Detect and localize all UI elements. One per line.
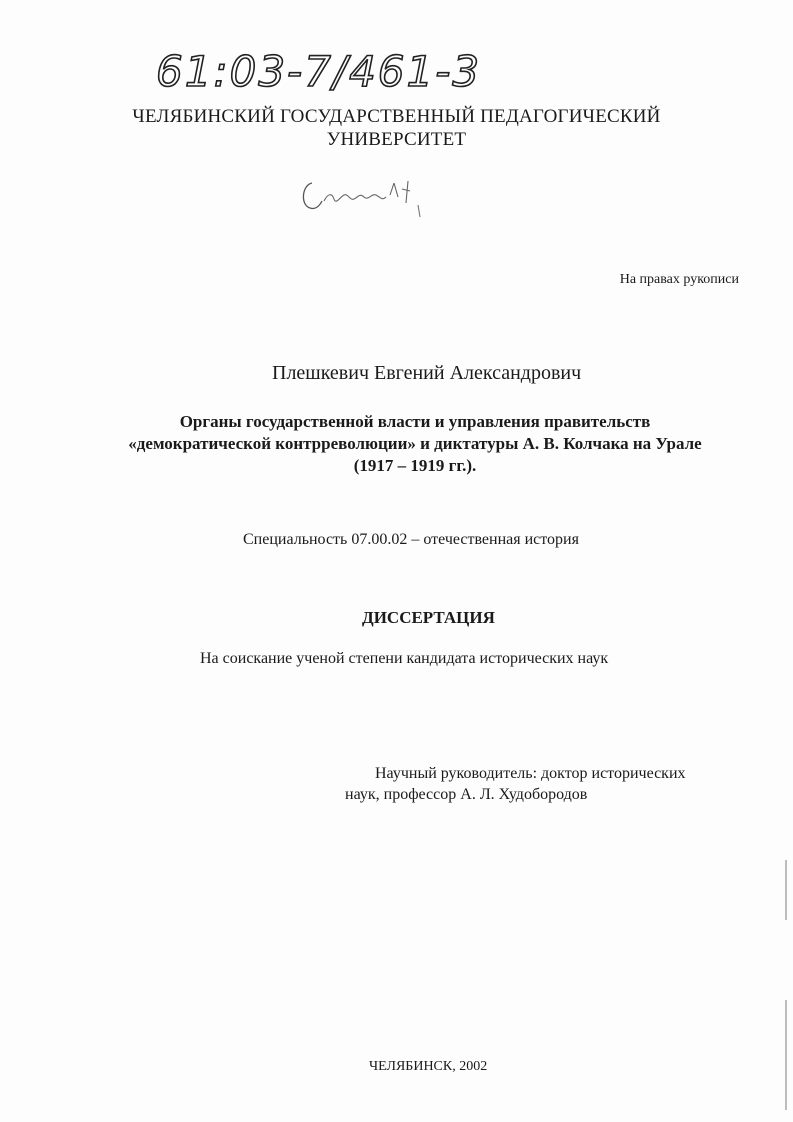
svg-text:61:03-7/461-3: 61:03-7/461-3: [156, 47, 482, 96]
university-name-line1: ЧЕЛЯБИНСКИЙ ГОСУДАРСТВЕННЫЙ ПЕДАГОГИЧЕСКИЙ: [132, 106, 661, 127]
scan-edge-mark: [785, 1000, 787, 1110]
degree-line: На соискание ученой степени кандидата исторических наук: [200, 650, 609, 667]
university-name-line2: УНИВЕРСИТЕТ: [326, 129, 467, 150]
title-line: (1917 – 1919 гг.).: [353, 456, 477, 475]
advisor-line: Научный руководитель: доктор исторических: [375, 765, 686, 782]
advisor-line: наук, профессор А. Л. Худобородов: [345, 786, 588, 803]
document-type-heading: ДИССЕРТАЦИЯ: [362, 608, 495, 627]
title-line: «демократической контрреволюции» и диктатуры А. В. Колчака на Урале: [128, 434, 702, 453]
title-line: Органы государственной власти и управления правительств: [179, 412, 651, 431]
manuscript-rights-note: На правах рукописи: [619, 272, 739, 287]
city-year: ЧЕЛЯБИНСК, 2002: [369, 1059, 488, 1074]
author-name: Плешкевич Евгений Александрович: [272, 362, 582, 384]
dissertation-title: [90, 411, 740, 477]
handwritten-archive-code: [150, 40, 510, 105]
handwritten-signature-scribble: [298, 175, 428, 225]
scientific-advisor: [345, 763, 686, 805]
scan-edge-mark: [785, 860, 787, 920]
specialty-line: Специальность 07.00.02 – отечественная история: [243, 531, 579, 548]
